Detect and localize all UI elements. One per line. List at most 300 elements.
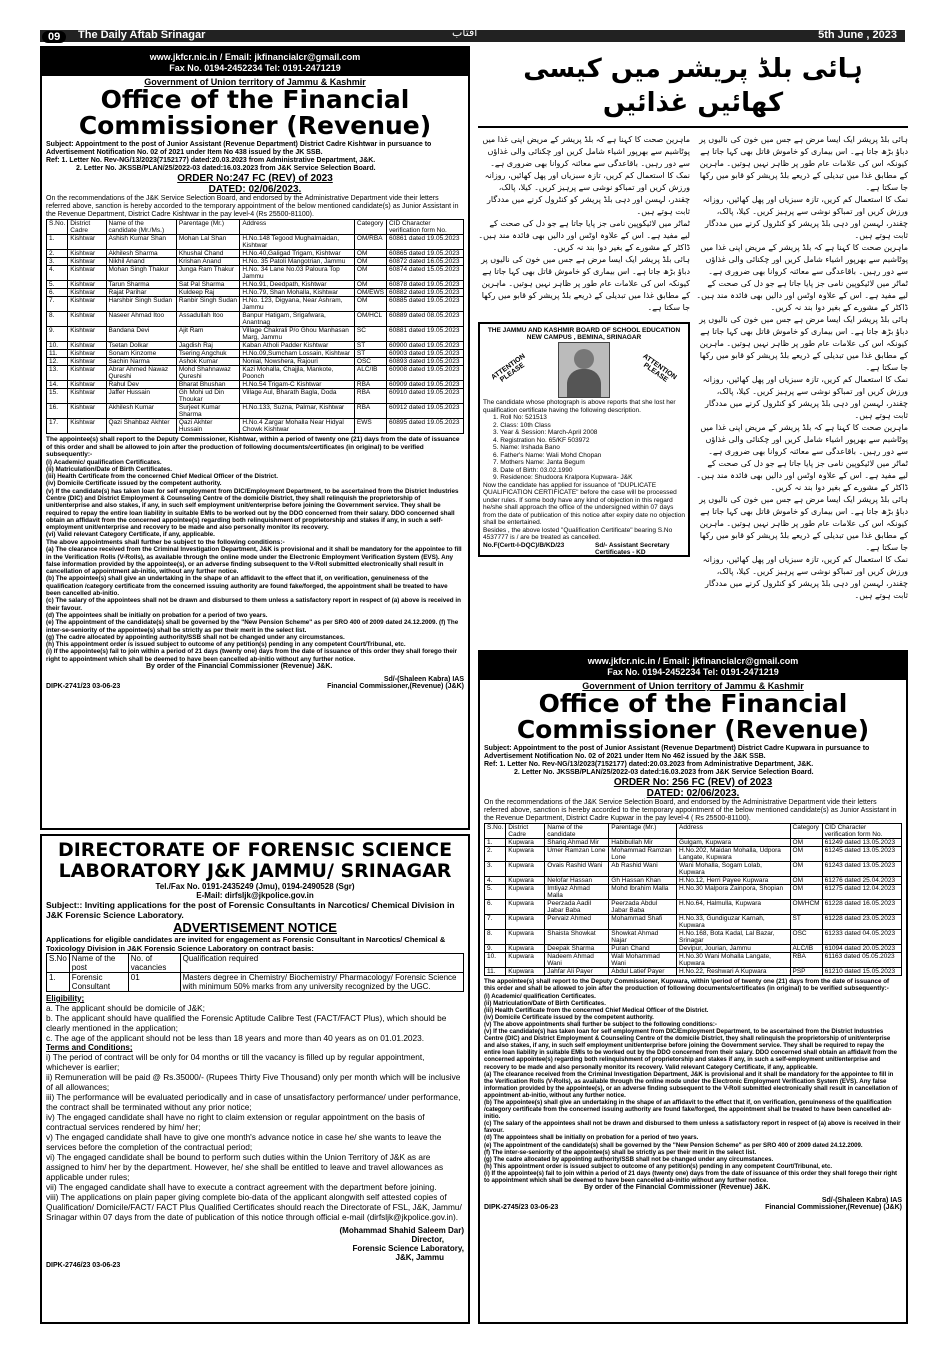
urdu-para-1c: ہائی بلڈ پریشر ایک ایسا مرض ہے جس میں خون کی نالیوں پر دباؤ بڑھ جاتا ہے۔ اس بیماری کو خاموش قاتل بھی کہا جاتا ہے کیونکہ اس کی علامات عام طور پر ظاہر نہیں ہوتیں۔ ماہرین کے مطابق غذا میں تبدیلی کے ذریعے بلڈ پریشر کو قابو میں رکھا جا سکتا ہے۔ [699, 495, 908, 552]
list-item: 2. Class: 10th Class [493, 421, 551, 429]
table-cell: Gulgam, Kupwara [677, 839, 790, 847]
table-cell: OM [354, 266, 386, 281]
urdu-para-4: ٹماٹر میں لائیکوپین نامی جز پایا جاتا ہے جو دل کی صحت کے لیے مفید ہے۔ اس کے علاوہ اوٹس اور دالیں بھی فائدہ مند ہیں۔ ڈاکٹر کے مشورے کے بغیر دوا بند نہ کریں۔ [696, 279, 908, 312]
table-cell: 61163 dated 05.05.2023 [822, 953, 901, 968]
table-cell: Kishtwar [68, 358, 106, 366]
table-header: CID Character verification form No. [386, 220, 463, 235]
table-cell: 16. [47, 404, 68, 419]
table-cell: 10. [47, 342, 68, 350]
table-cell: Kishtwar [68, 419, 106, 434]
table-cell: 4. [485, 877, 506, 885]
table-header: Name of the post [69, 954, 128, 973]
forensic-ad [40, 834, 470, 1324]
table-row [485, 968, 902, 976]
table-cell: Shaista Showkat [545, 930, 609, 945]
table-cell: 61275 dated 12.04.2023 [822, 885, 901, 900]
list-item: (f) The inter-se-seniority of the appointee(s) shall be strictly as per their merit in the select list. [484, 1148, 757, 1156]
list-item: 5. Name: Irshada Bano [493, 444, 560, 451]
forensic-intro: Applications for eligible candidates are invited for engagement as Forensic Consultant in Narcotics/ Chemical & Toxicology Division in J&K Forensic Science Laboratory on contract basis: [46, 935, 446, 953]
forensic-email: E-Mail: dirfsljk@jkpolice.gov.in [196, 891, 314, 900]
list-item: (ii) Matriculation/Date of Birth Certificates. [46, 465, 172, 473]
table-cell: H.No.168, Bota Kadal, Lal Bazar, Srinagar [677, 930, 790, 945]
ref-1: Ref: 1. Letter No. Rev-NG/13/2023(7152177) dated:20.03.2023 from Administrative Department, J&K. [484, 761, 814, 768]
list-item: (v) If the candidate(s) has taken loan for self employment from DIC/Employment Department, to be ascertained from the District Industries Centre (DIC) and District Employment & Counseling Centre of the domicile District, they shall relinquish the proprietorship of unit/enterprise and also stakes, if any, in such self employment unit/enterprise before joining the Government service. They shall be required to repay the entire loan liability in suitable EMIs to be worked out by the DDO concerned from their salary. DDO concerned shall obtain an affidavit from the concerned appointee(s) regarding both relinquishment of proprietorship and stakes if any, in such a self-employment unit/enterprise and recovery to be made and also personally monitor its recovery. Valid relevant Category Certificate, if any, applicable. [484, 1028, 897, 1071]
list-item: vii) The engaged candidate shall have to execute a contract agreement with the department before joining. [46, 1182, 437, 1192]
table-cell: 60908 dated 19.05.2023 [386, 366, 463, 381]
table-cell: Kishtwar [68, 250, 106, 258]
table-cell: Krishan Anand [176, 258, 239, 266]
table-cell: 61245 dated 13.05.2023 [822, 847, 901, 862]
table-row [485, 915, 902, 930]
urdu-para-2b: نمک کا استعمال کم کریں، تازہ سبزیاں اور پھل کھائیں، روزانہ ورزش کریں اور تمباکو نوشی سے پرہیز کریں۔ کیلا، پالک، چقندر، لہسن اور دہی بلڈ پریشر کو کنٹرول کرنے میں مددگار ثابت ہوتے ہیں۔ [702, 375, 908, 420]
table-cell: Qazi Shahbaz Akhter [106, 419, 176, 434]
table-cell: Kupwara [506, 885, 545, 900]
table-cell: Jaffer Hussain [106, 389, 176, 404]
table-header: Address [677, 824, 790, 839]
table-cell: Peerzada Aadil Jabar Baba [545, 900, 609, 915]
table-cell: 11. [485, 968, 506, 976]
forensic-sig-title: Director, [411, 1235, 444, 1244]
table-row [47, 404, 464, 419]
table-cell: 11. [47, 350, 68, 358]
table-cell: Bandana Devi [106, 327, 176, 342]
table-cell: 1. [485, 839, 506, 847]
table-cell: H.No.54 Trigam-C Kishtwar [240, 381, 355, 389]
table-cell: Mohd Ibrahim Malla [609, 885, 677, 900]
table-cell: 14. [47, 381, 68, 389]
table-cell: 10. [485, 953, 506, 968]
table-cell: Akhilesh Kumar [106, 404, 176, 419]
further-text: The above appointments shall further be subject to the following conditions:- [46, 538, 285, 546]
list-item: 1. Roll No: 521513 [493, 414, 547, 421]
table-cell: 6. [47, 289, 68, 297]
attention-right: ATTENTION PLEASE [641, 352, 678, 384]
table-cell: Gh Mohi ud Din Thoukar [176, 389, 239, 404]
report-text: The appointee(s) shall report to the Deputy Commissioner, Kishtwar, within a period of twenty one (21) days from the date of issuance of this order and shall be allowed to join after the production of following documents/certificates (in original) to be verified subsequently:- [46, 436, 460, 458]
table-cell: 6. [485, 900, 506, 915]
table-cell: 4. [47, 266, 68, 281]
table-cell: Showkat Ahmad Najar [609, 930, 677, 945]
urdu-para-4b: ٹماٹر میں لائیکوپین نامی جز پایا جاتا ہے جو دل کی صحت کے لیے مفید ہے۔ اس کے علاوہ اوٹس اور دالیں بھی فائدہ مند ہیں۔ ڈاکٹر کے مشورے کے بغیر دوا بند نہ کریں۔ [696, 459, 908, 492]
table-row [47, 289, 464, 297]
table-row [47, 342, 464, 350]
table-cell: 60909 dated 19.05.2023 [386, 381, 463, 389]
table-cell: OM [790, 847, 822, 862]
table-cell: Mohd Shahnawaz Qureshi [176, 366, 239, 381]
table-cell: Sachin Narma [106, 358, 176, 366]
table-cell: H.No.12, Herri Payee Kupwara [677, 877, 790, 885]
table-cell: 3. [485, 862, 506, 877]
table-cell: Kishtwar [68, 327, 106, 342]
table-cell: 60903 dated 19.05.2023 [386, 350, 463, 358]
list-item: 9. Residence: Shudoora Kralpora Kupwara- J&K [493, 474, 633, 481]
table-cell: 60910 dated 19.05.2023 [386, 389, 463, 404]
table-cell: H.No.4 Zargar Mohalla Near Hidyal Chowk Kishtwar [240, 419, 355, 434]
table-cell: Kishtwar [68, 404, 106, 419]
table-cell: Devipur, Jourian, Jammu [677, 945, 790, 953]
list-item: (iii) Health Certificate from the concerned Chief Medical Officer of the District. [46, 473, 278, 481]
table-row [485, 900, 902, 915]
urdu-col2-para-3: ٹماٹر میں لائیکوپین نامی جز پایا جاتا ہے جو دل کی صحت کے لیے مفید ہے۔ اس کے علاوہ اوٹس اور دالیں بھی فائدہ مند ہیں۔ ڈاکٹر کے مشورے کے بغیر دوا بند نہ کریں۔ [478, 219, 690, 252]
list-item: ii) Remuneration will be paid @ Rs.35000/- (Rupees Thirty Five Thousand) only per month which will be inclusive of all allowances; [46, 1072, 461, 1092]
table-cell: OM [354, 281, 386, 289]
table-row [47, 250, 464, 258]
table-row [47, 235, 464, 250]
table-cell: Nikhil Anand [106, 258, 176, 266]
table-cell: Kishtwar [68, 366, 106, 381]
by-order: By order of the Financial Commissioner (Revenue) J&K. [146, 663, 333, 671]
table-cell: Tsering Angchuk [176, 350, 239, 358]
dipk-number: DIPK-2741/23 03-06-23 [46, 683, 121, 691]
table-cell: Ovais Rashid Wani [545, 862, 609, 877]
table-cell: Kishtwar [68, 281, 106, 289]
fax-line: Fax No. 0194-2452234 Tel: 0191-2471219 [169, 63, 341, 73]
table-cell: Kishtwar [68, 266, 106, 281]
table-cell: ST [790, 915, 822, 930]
table-cell: 60878 dated 19.05.2023 [386, 281, 463, 289]
ad-title-1: Office of the Financial [538, 689, 848, 718]
forensic-subject: Subject:: Inviting applications for the post of Forensic Consultants in Narcotics/ Chemical Division in J&K Forensic Science Laboratory. [46, 900, 455, 920]
table-cell: Abdul Latief Payer [609, 968, 677, 976]
table-cell: Kaban Atholi Padder Kishtwar [240, 342, 355, 350]
table-cell: 9. [47, 327, 68, 342]
bose-text: The candidate whose photograph is above reports that she lost her qualification certificate having the following description. [483, 399, 676, 414]
table-cell: Kishtwar [68, 297, 106, 312]
fc-kupwara-ad [478, 650, 908, 1324]
list-item: (i) Academic/ qualification Certificates. [484, 992, 596, 1000]
list-item: (h) This appointment order is issued subject to outcome of any petition(s) pending in any competent Court/Tribunal, etc. [46, 641, 406, 649]
table-cell: Nelofar Hassan [545, 877, 609, 885]
table-header: Name of the candidate (Mr./Ms.) [106, 220, 176, 235]
bose-items [483, 414, 685, 482]
table-cell: Sonam Kinzome [106, 350, 176, 358]
paper-name: The Daily Aftab Srinagar [78, 29, 206, 41]
table-cell: 61228 dated 23.05.2023 [822, 915, 901, 930]
table-cell: 61249 dated 13.05.2023 [822, 839, 901, 847]
table-cell: H.No.33, Gundiguzar Karnah, Kupwara [677, 915, 790, 930]
table-cell: Kazi Mohalla, Chajjla, Mankote, Poonch [240, 366, 355, 381]
table-cell: Gh Hassan Khan [609, 877, 677, 885]
subject: Subject: Appointment to the post of Junior Assistant (Revenue Department) District Cadre Kupwara in pursuance to Advertisement Notification No. 02 of 2021 under Item No 462 issued by the J&K SSB. [484, 745, 870, 760]
signature-name: Sd/-(Shaleen Kabra) IAS [821, 1197, 902, 1205]
table-row [47, 281, 464, 289]
table-cell: PSP [790, 968, 822, 976]
table-cell: 60865 dated 19.05.2023 [386, 250, 463, 258]
intro: On the recommendations of the J&K Service Selection Board, and endorsed by the Administrative Department vide their letters referred above, sanction is hereby accorded to the temporary appointment of the below mentioned candidate(s) as Junior Assistant in the Revenue Department, District Cadre Kupwar in the pay level-4 ( Rs 25500-81100). [484, 799, 897, 822]
list-item: (c) The salary of the appointees shall not be drawn and disbursed to them unless a satisfactory report in respect of (a) above is received in their favour. [484, 1120, 901, 1135]
table-cell: OM [354, 297, 386, 312]
forensic-sig-name: (Mohammad Shahid Saleem Dar) [339, 1226, 464, 1235]
table-cell: OM [790, 839, 822, 847]
table-row [485, 862, 902, 877]
list-item: (d) The appointees shall be initially on probation for a period of two years. [46, 611, 268, 619]
advertisement-notice: ADVERTISEMENT NOTICE [173, 920, 337, 935]
report-text: The appointee(s) shall report to the Deputy Commissioner, Kupwara, within \period of twenty one (21) days from the date of issuance of this order and shall be allowed to join after the production of following documents/certificates (in original) to be verified subsequently:- [484, 978, 890, 993]
order-date: DATED: 02/06/2023. [208, 184, 302, 195]
table-cell: Masters degree in Chemistry/ Biochemistry/ Pharmacology/ Forensic Science with minimum 50% marks from any university recognized by the UGC. [180, 973, 463, 992]
table-row [485, 839, 902, 847]
table-cell: H.No. 123, Digyana, Near Ashram, Jammu [240, 297, 355, 312]
table-cell: RBA [354, 381, 386, 389]
table-cell: H.No. 35 Patoli Mangotrian, Jammu [240, 258, 355, 266]
signature-title: Financial Commissioner,(Revenue) (J&K) [327, 683, 464, 691]
list-item: (v) If the candidate(s) has taken loan for self employment from DIC/Employment Department, to be ascertained from the District Industries Centre (DIC) and District Employment & Counseling Centre of the domicile District, they shall relinquish the proprietorship of unit/enterprise and also stakes, if any, in such self employment unit/enterprise before joining the Government service. They shall be required to repay the entire loan liability in suitable EMIs to be worked out by the DDO concerned from their salary. DDO concerned shall obtain an affidavit from the concerned appointee(s) regarding both relinquishment of proprietorship and stakes if any, in such a self-employment unit/enterprise and recovery to be made and also personally monitor its recovery. [46, 487, 459, 532]
forensic-tel: Tel./Fax No. 0191-2435249 (Jmu), 0194-2490528 (Sgr) [155, 882, 355, 891]
table-cell: 60882 dated 19.05.2023 [386, 289, 463, 297]
table-header: District Cadre [68, 220, 106, 235]
table-cell: OM [354, 258, 386, 266]
vacancy-table [46, 953, 464, 992]
table-row [485, 930, 902, 945]
table-cell: Umer Ramzan Lone [545, 847, 609, 862]
table-cell: H.No.91, Deedpath, Kishtwar [240, 281, 355, 289]
govt-line: Government of Union territory of Jammu & Kashmir [144, 77, 366, 87]
list-item: (vi) Valid relevant Category Certificate, if any, applicable. [46, 531, 215, 539]
table-cell: 60881 dated 19.05.2023 [386, 327, 463, 342]
table-cell: H.No.64, Halmulla, Kupwara [677, 900, 790, 915]
table-cell: Mohammad Ramzan Lone [609, 847, 677, 862]
table-cell: Kishtwar [68, 258, 106, 266]
table-cell: H.No. 34 Lane No.03 Paloura Top Jammu [240, 266, 355, 281]
list-item: (v) The above appointments shall further be subject to the following conditions:- [484, 1020, 717, 1028]
table-cell: H.No.30 Wani Mohalla Langate, Kupwara [677, 953, 790, 968]
table-cell: 1. [47, 973, 70, 992]
ref-1: Ref: 1. Letter No. Rev-NG/13/2023(7152177) dated:20.03.2023 from Administrative Department, J&K. [46, 157, 376, 164]
issue-date: 5th June , 2023 [818, 29, 897, 41]
table-cell: Village Chakrali P/o Ghou Manhasan Marg, Jammu [240, 327, 355, 342]
list-item: (ii) Matriculation/Date of Birth Certificates. [484, 999, 606, 1007]
table-cell: H.No.22, Reshwari A Kupwara [677, 968, 790, 976]
table-cell: 1. [47, 235, 68, 250]
eligibility-heading: Eligibility; [46, 994, 85, 1003]
table-cell: Jagdish Raj [176, 342, 239, 350]
contact-line: www.jkfcr.nic.in / Email: jkfinancialcr@gmail.com [149, 52, 361, 62]
list-item: (g) The cadre allocated by appointing authority/SSB shall not be changed under any circumstances. [46, 633, 345, 641]
table-row [47, 419, 464, 434]
table-cell: Naseer Ahmad Itoo [106, 312, 176, 327]
list-item: 8. Date of Birth: 03.02.1990 [493, 466, 573, 474]
table-header: S.No. [485, 824, 506, 839]
table-cell: Ashish Kumar Shan [106, 235, 176, 250]
table-cell: Qazi Akhter Hussain [176, 419, 239, 434]
table-header: Category [790, 824, 822, 839]
list-item: v) The engaged candidate shall have to give one month's advance notice in case he/ she wants to leave the services before the completion of the contractual period; [46, 1132, 442, 1152]
table-cell: 61210 dated 15.05.2023 [822, 968, 901, 976]
candidate-photo [558, 342, 610, 398]
page-header [0, 0, 945, 44]
table-cell: Kishtwar [68, 235, 106, 250]
list-item: (a) The clearance received from the Criminal Investigation Department, J&K is provisional and it shall be mandatory for the appointee to fill in the Verification Rolls (V-Rolls), as available through the online mode under the Electronic Employment Verification System (EVS). Any false information provided by the appointee(s), or an adverse finding subsequent to the V-Roll submitted electronically shall result in cancellation of appointment ab-initio, without any further notice. [46, 546, 462, 576]
bose-file-no: No.F(Certt-I-DQC)/B/KD/23 [483, 541, 565, 549]
table-cell: Banpur Hatigam, Srigafwara, Anantnag [240, 312, 355, 327]
table-cell: Junga Ram Thakur [176, 266, 239, 281]
table-cell: Kupwara [506, 900, 545, 915]
table-cell: Village Aul, Bharath Bagla, Doda [240, 389, 355, 404]
table-cell: Kuldeep Raj [176, 289, 239, 297]
table-cell: 61228 dated 16.05.2023 [822, 900, 901, 915]
table-cell: Surjeet Kumar Sharma [176, 404, 239, 419]
table-cell: 5. [47, 281, 68, 289]
urdu-col2-para-4: ہائی بلڈ پریشر ایک ایسا مرض ہے جس میں خون کی نالیوں پر دباؤ بڑھ جاتا ہے۔ اس بیماری کو خاموش قاتل بھی کہا جاتا ہے کیونکہ اس کی علامات عام طور پر ظاہر نہیں ہوتیں۔ ماہرین کے مطابق غذا میں تبدیلی کے ذریعے بلڈ پریشر کو قابو میں رکھا جا سکتا ہے۔ [481, 255, 690, 312]
table-cell: ST [354, 350, 386, 358]
table-cell: Mohammad Shafi [609, 915, 677, 930]
table-header: S.No [47, 954, 70, 973]
table-cell: Abrar Ahmed Nawaz Qureshi [106, 366, 176, 381]
table-cell: Ashok Kumar [176, 358, 239, 366]
bose-title: THE JAMMU AND KASHMIR BOARD OF SCHOOL EDUCATION [487, 327, 681, 334]
table-cell: Khushal Chand [176, 250, 239, 258]
table-cell: 8. [485, 930, 506, 945]
table-cell: 01 [128, 973, 180, 992]
table-cell: OM [790, 877, 822, 885]
table-cell: ST [354, 342, 386, 350]
list-item: (iii) Health Certificate from the concerned Chief Medical Officer of the District. [484, 1006, 709, 1014]
table-cell: Ab Rashid Wani [609, 862, 677, 877]
table-cell: RBA [354, 389, 386, 404]
table-cell: SC [354, 327, 386, 342]
conditions-list [484, 1071, 902, 1185]
table-cell: 5. [485, 885, 506, 900]
list-item: 3. Year & Session: March-April 2008 [493, 429, 598, 436]
signature-name: Sd/-(Shaleen Kabra) IAS [383, 676, 464, 684]
table-header: Parentage (Mr.) [609, 824, 677, 839]
table-row [47, 381, 464, 389]
table-cell: OM/HCM [790, 900, 822, 915]
table-cell: H.No.09,Sumcham Lossain, Kishtwar [240, 350, 355, 358]
table-cell: ALC/IB [790, 945, 822, 953]
table-cell: H.No.30 Malpora Zainpora, Shopian [677, 885, 790, 900]
eligibility-list [46, 1003, 464, 1043]
table-cell: RBA [354, 404, 386, 419]
urdu-headline: ہائی بلڈ پریشر میں کیسی کھائیں غذائیں [478, 52, 908, 128]
list-item: c. The age of the applicant should not be less than 18 years and more than 40 years as on 01.01.2023. [46, 1033, 425, 1043]
intro: On the recommendations of the J&K Service Selection Board, and endorsed by the Administrative Department vide their letters referred above, sanction is hereby accorded to the temporary appointment of the below mentioned candidate(s) as Junior Assistant in the Revenue Department, District Cadre Kishtwar in the pay level-4 (Rs 25500-81100). [46, 195, 459, 218]
table-row [47, 358, 464, 366]
table-cell: Kishtwar [68, 312, 106, 327]
table-cell: 60912 dated 19.05.2023 [386, 404, 463, 419]
table-cell: Tsetan Dolkar [106, 342, 176, 350]
candidates-table [46, 219, 464, 434]
by-order: By order of the Financial Commissioner (Revenue) J&K. [584, 1184, 771, 1192]
table-cell: Kupwara [506, 862, 545, 877]
list-item: 7. Mothers Name: Janta Begum [493, 459, 585, 466]
terms-heading: Terms and Conditions; [46, 1043, 133, 1052]
list-item: (a) The clearance received from the Criminal Investigation Department, J&K is provisional and it shall be mandatory for the appointee to fill in the Verification Rolls (V-Rolls), as available through the online mode under the Electronic Employment Verification System (EVS). Any false information provided by the appointee(s), or an adverse finding subsequent to the V-Roll submitted electronically shall result in cancellation of appointment ab-initio, without any further notice. [484, 1070, 898, 1099]
order-date: DATED: 02/06/2023. [646, 788, 740, 799]
list-item: b. The applicant should have qualified the Forensic Aptitude Calibre Test (FACT/FACT Plus), which should be clearly mentioned in the application; [46, 1013, 447, 1033]
table-cell: Shariq Ahmad Mir [545, 839, 609, 847]
table-cell: 2. [47, 250, 68, 258]
table-cell: 60885 dated 19.05.2023 [386, 297, 463, 312]
table-cell: 8. [47, 312, 68, 327]
table-cell: H.No.148 Tegood Mughalmaidan, Kishtwar [240, 235, 355, 250]
table-row [47, 297, 464, 312]
table-cell: Harshbir Singh Sudan [106, 297, 176, 312]
table-cell: 60893 dated 19.05.2023 [386, 358, 463, 366]
urdu-para-3: ماہرین صحت کا کہنا ہے کہ بلڈ پریشر کے مریض اپنی غذا میں پوٹاشیم سے بھرپور اشیاء شامل کریں اور چکنائی والی غذاؤں سے دور رہیں۔ باقاعدگی سے معائنہ کروانا بھی ضروری ہے۔ [700, 243, 908, 276]
urdu-col2-para-1: ماہرین صحت کا کہنا ہے کہ بلڈ پریشر کے مریض اپنی غذا میں پوٹاشیم سے بھرپور اشیاء شامل کریں اور چکنائی والی غذاؤں سے دور رہیں۔ باقاعدگی سے معائنہ کروانا بھی ضروری ہے۔ [482, 135, 690, 168]
bose-text-2: Now the candidate has applied for issuance of "DUPLICATE QUALIFICATION CERTIFICATE" before the case will be processed under rules. If some body have any kind of objection in this regard he/she shall approach the office of the undersigned within 07 days from the date of publication of this notice after expiry date no objection shall be entertained. [483, 481, 685, 526]
table-cell: Wali Mohammad Wani [609, 953, 677, 968]
table-cell: Sat Pal Sharma [176, 281, 239, 289]
list-item: iii) The performance will be evaluated periodically and in case of unsatisfactory performance/ under performance, the contract shall be terminated without any prior notice; [46, 1092, 461, 1112]
table-cell: Imtiyaz Ahmad Malla [545, 885, 609, 900]
table-row [47, 258, 464, 266]
forensic-title-2: LABORATORY J&K JAMMU/ SRINAGAR [58, 860, 452, 882]
table-cell: OM/EWS [354, 289, 386, 297]
table-cell: Kupwara [506, 930, 545, 945]
ref-2: 2. Letter No. JKSSB/PLAN/25/2022-03 dated:16.03.2023 from J&K Service Selection Board. [76, 165, 376, 172]
list-item: (i) If the appointee(s) fail to join within a period of 21 days (twenty one) days from the date of issuance of this order they shall forego their right to appointment which shall be deemed to have been cancelled ab-initio without any further notice. [46, 648, 458, 663]
table-header: S.No. [47, 220, 68, 235]
bose-sub: NEW CAMPUS , BEMINA, SRINAGAR [526, 334, 642, 341]
table-cell: 13. [47, 366, 68, 381]
page-number: 09 [42, 31, 66, 43]
urdu-para-1: ہائی بلڈ پریشر ایک ایسا مرض ہے جس میں خون کی نالیوں پر دباؤ بڑھ جاتا ہے۔ اس بیماری کو خاموش قاتل بھی کہا جاتا ہے کیونکہ اس کی علامات عام طور پر ظاہر نہیں ہوتیں۔ ماہرین کے مطابق غذا میں تبدیلی کے ذریعے بلڈ پریشر کو قابو میں رکھا جا سکتا ہے۔ [699, 135, 908, 192]
table-cell: 60900 dated 19.05.2023 [386, 342, 463, 350]
table-cell: Kupwara [506, 953, 545, 968]
ad-title-2: Commissioner (Revenue) [78, 111, 432, 140]
table-header: Parentage (Mr.) [176, 220, 239, 235]
table-cell: Peerzada Abdul Jabar Baba [609, 900, 677, 915]
table-cell: Pervaiz Ahmed [545, 915, 609, 930]
table-cell: OM/RBA [354, 235, 386, 250]
table-cell: OM [790, 862, 822, 877]
table-row [485, 945, 902, 953]
table-cell: 60874 dated 15.05.2023 [386, 266, 463, 281]
table-cell: 61243 dated 13.05.2023 [822, 862, 901, 877]
table-cell: Kishtwar [68, 289, 106, 297]
table-cell: 9. [485, 945, 506, 953]
table-header: Address [240, 220, 355, 235]
table-cell: Ajit Ram [176, 327, 239, 342]
ad-title-1: Office of the Financial [100, 85, 410, 114]
conditions-list [46, 546, 464, 663]
fax-line: Fax No. 0194-2452234 Tel: 0191-2471219 [607, 667, 779, 677]
list-item: (iv) Domicile Certificate issued by the competent authority. [484, 1013, 654, 1021]
table-header: Category [354, 220, 386, 235]
table-cell: Kishtwar [68, 381, 106, 389]
list-item: (h) This appointment order is issued subject to outcome of any petition(s) pending in any competent Court/Tribunal, etc. [484, 1162, 833, 1170]
list-item: (b) The appointee(s) shall give an undertaking in the shape of an affidavit to the effect that if, on verification, genuineness of the qualification /category certificate from the concerned issuing authority are found fake/forged, the appointment shall be treated to have been cancelled ab-initio. [46, 575, 448, 598]
table-row [47, 312, 464, 327]
order-no: ORDER No: 256 FC (REV) of 2023 [613, 777, 773, 788]
candidates-table [484, 823, 902, 976]
table-cell: Puran Chand [609, 945, 677, 953]
table-cell: 15. [47, 389, 68, 404]
bose-sig: Sd/- Assistant Secretary Certificates - KD [595, 541, 670, 556]
urdu-para-1b: ہائی بلڈ پریشر ایک ایسا مرض ہے جس میں خون کی نالیوں پر دباؤ بڑھ جاتا ہے۔ اس بیماری کو خاموش قاتل بھی کہا جاتا ہے کیونکہ اس کی علامات عام طور پر ظاہر نہیں ہوتیں۔ ماہرین کے مطابق غذا میں تبدیلی کے ذریعے بلڈ پریشر کو قابو میں رکھا جا سکتا ہے۔ [699, 315, 908, 372]
table-cell: OM [790, 885, 822, 900]
table-cell: H.No.40,Galigad Trigam, Kishtwar [240, 250, 355, 258]
table-cell: Forensic Consultant [69, 973, 128, 992]
table-cell: EWS [354, 419, 386, 434]
table-cell: 7. [485, 915, 506, 930]
bose-text-3: Besides , the above losted "Qualification Certificate" bearing S.No 4537777 is / are be treated as cancelled. [483, 526, 673, 541]
list-item: (iv) Domicile Certificate issued by the competent authority. [46, 480, 222, 488]
table-cell: Jahfar Ali Payer [545, 968, 609, 976]
table-cell: 61276 dated 25.04.2023 [822, 877, 901, 885]
table-cell: Rahul Dev [106, 381, 176, 389]
urdu-col2-para-2: نمک کا استعمال کم کریں، تازہ سبزیاں اور پھل کھائیں، روزانہ ورزش کریں اور تمباکو نوشی سے پرہیز کریں۔ کیلا، پالک، چقندر، لہسن اور دہی بلڈ پریشر کو کنٹرول کرنے میں مددگار ثابت ہوتے ہیں۔ [484, 171, 690, 216]
forensic-sig-office: Forensic Science Laboratory, [352, 1244, 464, 1253]
table-cell: 12. [47, 358, 68, 366]
bose-notice [478, 322, 690, 557]
table-cell: H.No.202, Maidan Mohalla, Udpora Langate, Kupwara [677, 847, 790, 862]
table-row [47, 327, 464, 342]
terms-list [46, 1052, 464, 1222]
list-item: vi) The engaged candidate shall be bound to perform such duties within the Union Territory of J&K as are assigned to him/ her by the department. However, he/ she shall be entitled to leave and travel allowances as applicable under rules; [46, 1152, 444, 1182]
